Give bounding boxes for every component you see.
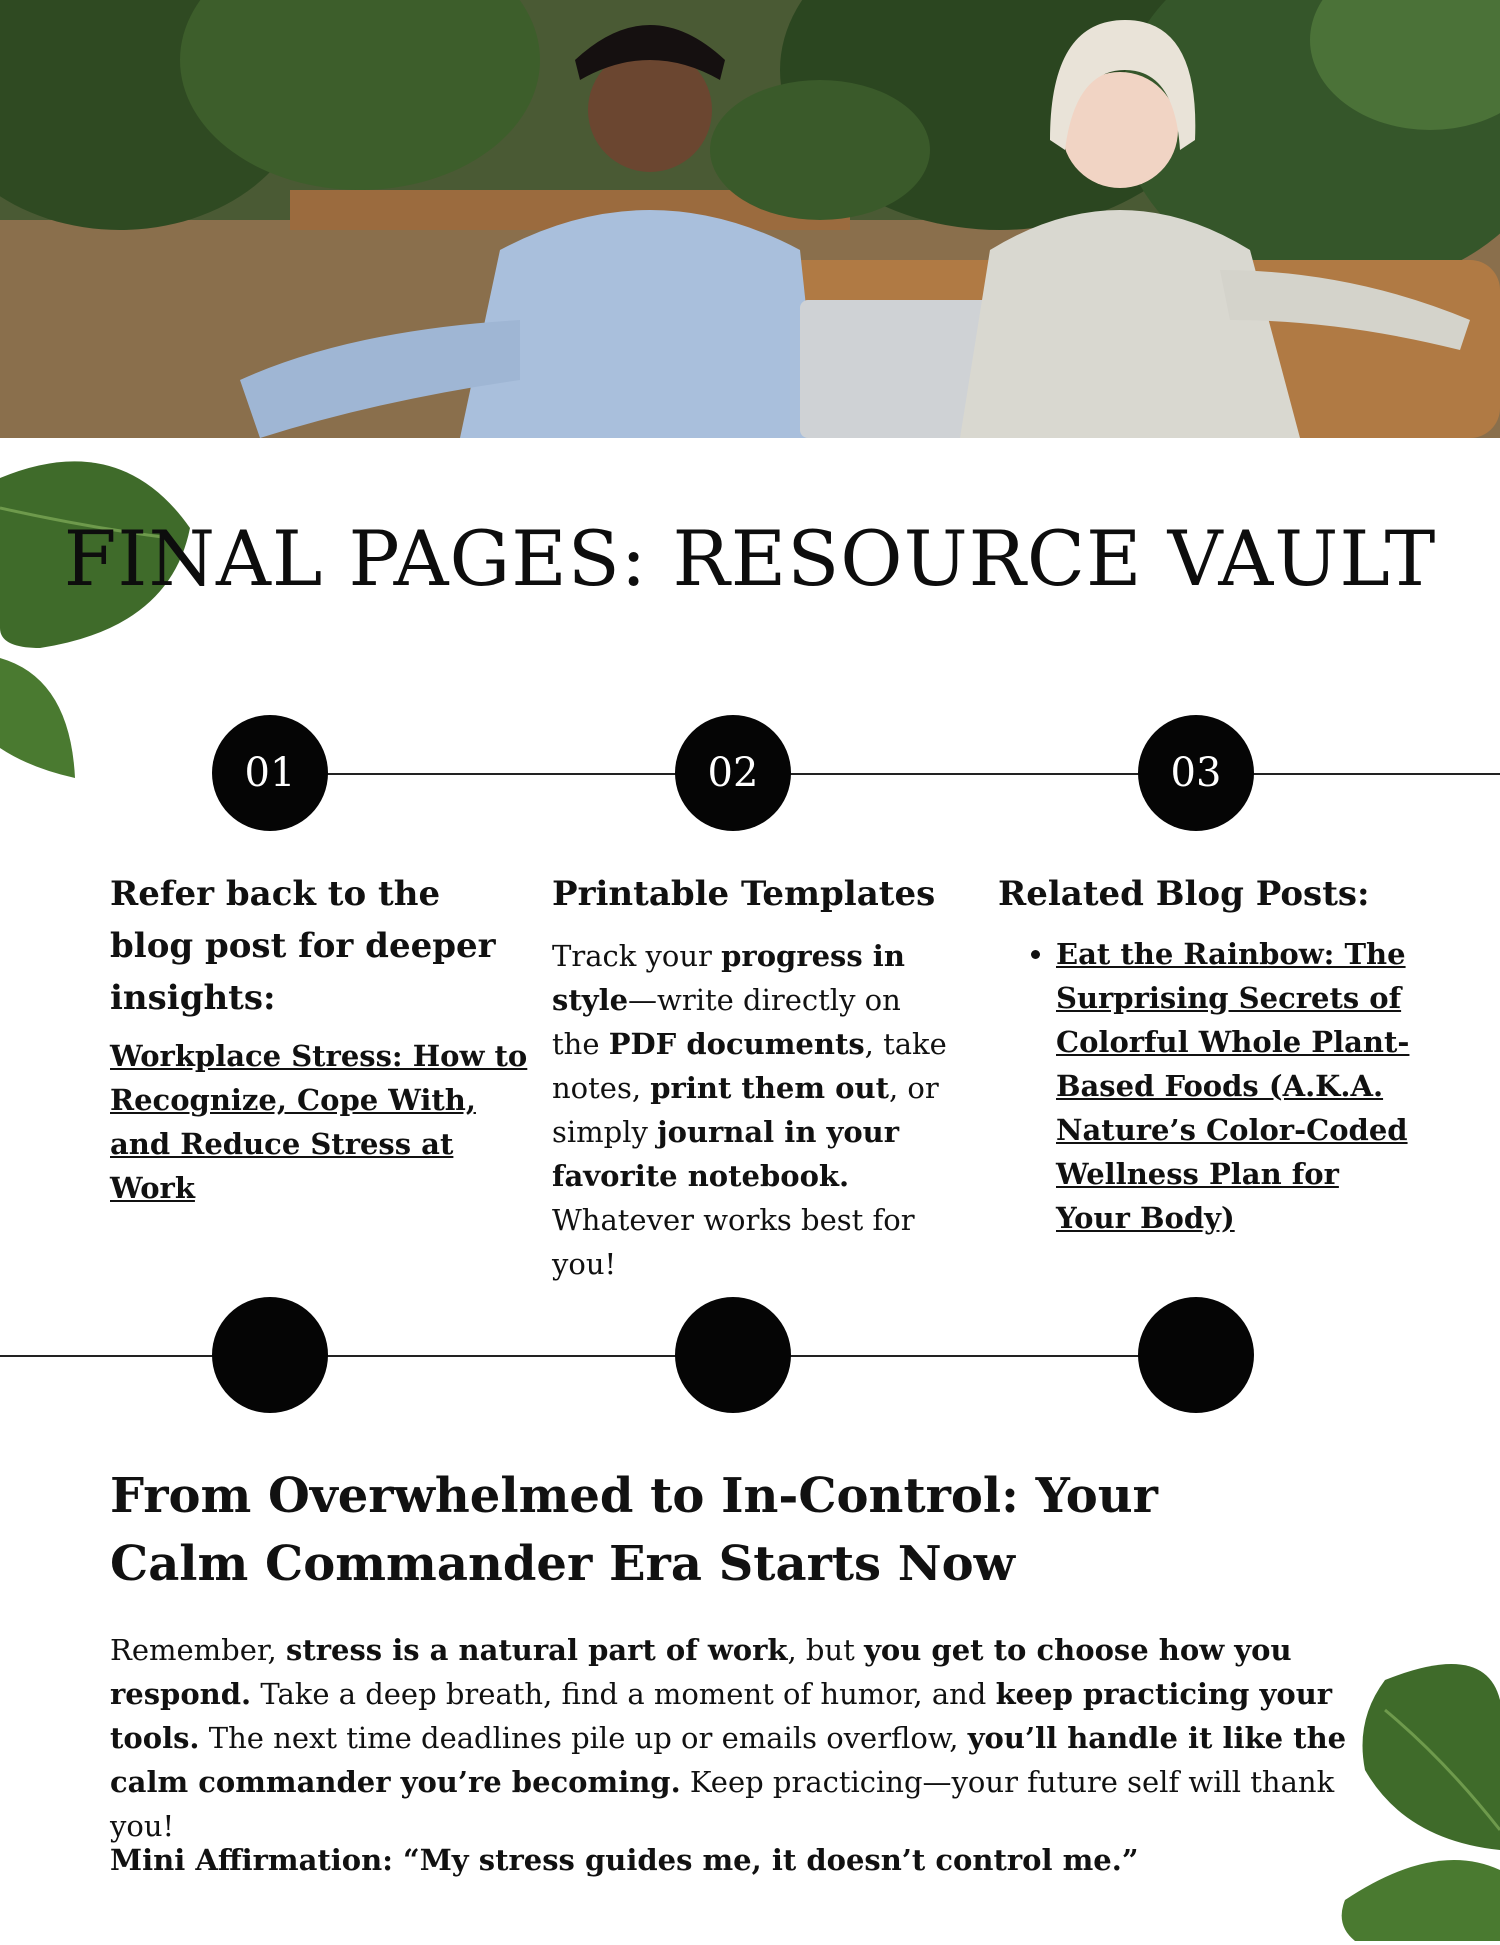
step-badge-03	[1138, 715, 1254, 831]
column-heading: Refer back to the blog post for deeper insights:	[110, 874, 496, 1018]
column-blog-post	[110, 868, 530, 1210]
related-post-link[interactable]: Eat the Rainbow: The Surprising Secrets of Colorful Whole Plant-Based Foods (A.K.A. Nature’s Color-Coded Wellness Plan for Your Body)	[1056, 937, 1410, 1235]
page-title: FINAL PAGES: RESOURCE VAULT	[63, 513, 1437, 603]
timeline-bottom-line	[0, 1355, 1200, 1357]
timeline-dot-1	[212, 1297, 328, 1413]
blog-post-link[interactable]: Workplace Stress: How to Recognize, Cope With, and Reduce Stress at Work	[110, 1039, 528, 1205]
closing-paragraph: Remember, stress is a natural part of work, but you get to choose how you respond. Take a deep breath, find a moment of humor, and keep practicing your tools. The next time deadlines pile up or emails overflow, you’ll handle it like the calm commander you’re becoming. Keep practicing—your future self will thank you!	[110, 1633, 1347, 1843]
step-number: 02	[707, 750, 759, 796]
timeline-top-line	[270, 773, 1500, 775]
column-related-posts	[998, 868, 1418, 1240]
column-heading: Related Blog Posts:	[998, 874, 1370, 914]
hero-photo	[0, 0, 1500, 438]
step-badge-02	[675, 715, 791, 831]
hero-illustration	[0, 0, 1500, 438]
leaf-decoration-bottom-right	[1325, 1640, 1500, 1945]
leaf-decoration-top-left	[0, 448, 200, 792]
step-badge-01	[212, 715, 328, 831]
related-posts-list	[998, 932, 1418, 1240]
column-printable-templates	[552, 868, 957, 1286]
step-number: 03	[1170, 750, 1222, 796]
column-heading: Printable Templates	[552, 874, 936, 914]
step-number: 01	[244, 750, 296, 796]
list-item	[1056, 932, 1418, 1240]
mini-affirmation: Mini Affirmation: “My stress guides me, it doesn’t control me.”	[110, 1843, 1139, 1877]
timeline-dot-3	[1138, 1297, 1254, 1413]
templates-description: Track your progress in style—write directly on the PDF documents, take notes, print them out, or simply journal in your favorite notebook. Whatever works best for you!	[552, 939, 947, 1281]
timeline-dot-2	[675, 1297, 791, 1413]
closing-heading: From Overwhelmed to In-Control: Your Calm Commander Era Starts Now	[110, 1468, 1158, 1592]
